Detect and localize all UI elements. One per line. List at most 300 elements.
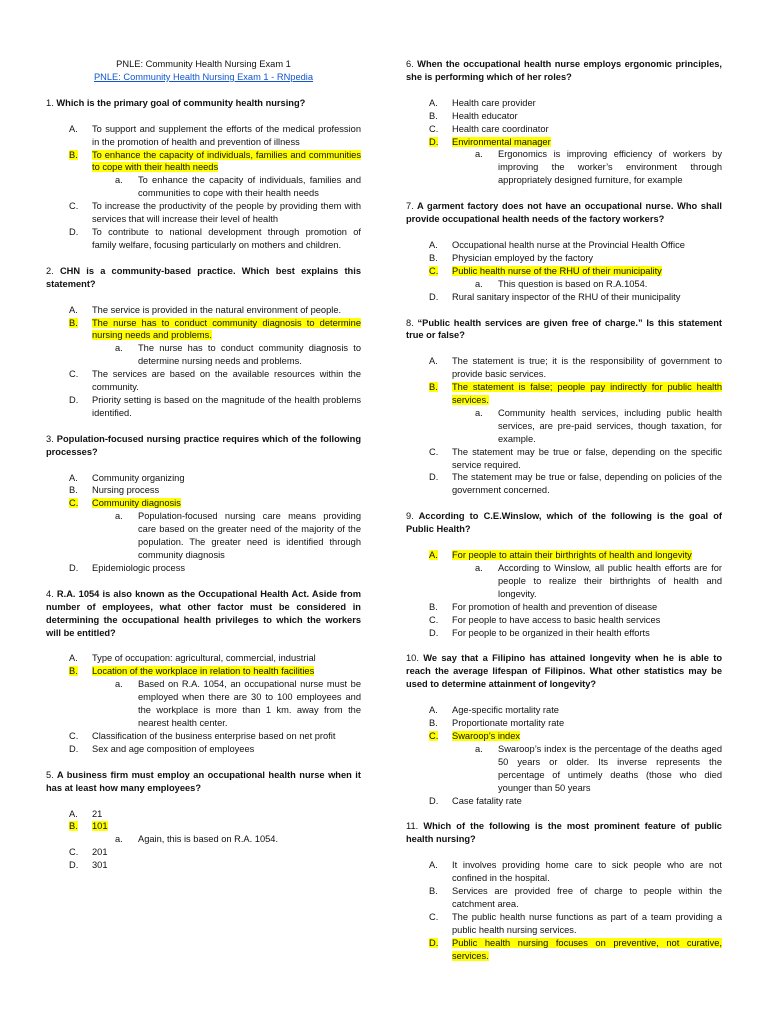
question-stem xyxy=(46,433,361,459)
question-text: R.A. 1054 is also known as the Occupational Health Act. Aside from number of employees, what other factor must be considered in determining the occupational health privileges to which the workers will be entitled? xyxy=(46,588,361,638)
answer-option xyxy=(46,484,361,497)
option-letter xyxy=(406,97,452,110)
option-letter xyxy=(46,200,92,226)
option-letter-text: B. xyxy=(429,110,438,121)
question-stem xyxy=(46,769,361,795)
option-text-value: The statement may be true or false, depending on policies of the government concerned. xyxy=(452,472,722,496)
option-letter-text: B. xyxy=(69,485,78,496)
option-letter xyxy=(46,123,92,149)
option-text-value: For people to be organized in their health efforts xyxy=(452,627,650,638)
option-letter-text: B. xyxy=(69,149,78,160)
option-letter xyxy=(406,265,452,278)
question-stem xyxy=(406,510,722,536)
option-letter-text: A. xyxy=(429,97,438,108)
option-text-value: Priority setting is based on the magnitude of the health problems identified. xyxy=(92,394,361,418)
question-stem xyxy=(46,97,361,110)
answer-rationale xyxy=(475,743,722,795)
answer-option xyxy=(46,226,361,252)
option-letter xyxy=(46,808,92,821)
option-text-value: The services are based on the available resources within the community. xyxy=(92,369,361,393)
answer-option xyxy=(46,317,361,343)
option-letter-text: D. xyxy=(429,136,439,147)
option-text xyxy=(92,394,361,420)
option-text xyxy=(452,381,722,407)
option-letter-text: C. xyxy=(429,265,439,276)
question-text: Which of the following is the most prominent feature of public health nursing? xyxy=(406,821,722,845)
rationale-letter: a. xyxy=(475,407,483,418)
option-letter xyxy=(406,795,452,808)
option-letter xyxy=(46,394,92,420)
option-text-value: The statement is true; it is the responsibility of government to provide basic services. xyxy=(452,356,722,380)
option-letter xyxy=(46,317,92,343)
question-number: 5. xyxy=(46,769,54,780)
question-number: 7. xyxy=(406,201,414,212)
source-link[interactable]: PNLE: Community Health Nursing Exam 1 - RNpedia xyxy=(93,71,314,82)
question-block xyxy=(406,200,722,303)
option-text xyxy=(452,110,722,123)
option-letter-text: D. xyxy=(429,937,439,948)
option-text-value: Services are provided free of charge to people within the catchment area. xyxy=(452,886,722,909)
option-letter xyxy=(406,614,452,627)
option-text xyxy=(92,820,361,833)
option-letter-text: D. xyxy=(429,291,439,302)
option-letter-text: B. xyxy=(429,601,438,612)
option-letter xyxy=(406,136,452,149)
option-letter xyxy=(46,304,92,317)
option-text-value: Nursing process xyxy=(92,485,160,496)
question-text: CHN is a community-based practice. Which best explains this statement? xyxy=(46,265,361,289)
question-text: A garment factory does not have an occupational nurse. Who shall provide occupational health needs of the factory workers? xyxy=(406,201,722,225)
question-block xyxy=(406,317,722,498)
option-letter xyxy=(406,730,452,743)
answer-option xyxy=(406,937,722,963)
option-text xyxy=(452,446,722,472)
option-text-value: Type of occupation: agricultural, commercial, industrial xyxy=(92,653,316,664)
question-block xyxy=(46,433,361,575)
option-text xyxy=(452,265,722,278)
option-text-value: Classification of the business enterprise based on net profit xyxy=(92,730,336,741)
option-letter xyxy=(406,446,452,472)
option-letter xyxy=(46,562,92,575)
option-letter-text: C. xyxy=(429,614,439,625)
option-letter-text: A. xyxy=(429,550,438,561)
answer-option xyxy=(406,446,722,472)
question-number: 8. xyxy=(406,317,414,328)
answer-option xyxy=(46,652,361,665)
option-letter xyxy=(406,123,452,136)
answer-rationale xyxy=(115,342,361,368)
option-letter-text: D. xyxy=(69,562,79,573)
question-number: 10. xyxy=(406,653,419,664)
option-letter-text: C. xyxy=(69,847,79,858)
question-number: 1. xyxy=(46,97,54,108)
correct-answer-text: Public health nursing focuses on preventive, not curative, services. xyxy=(452,937,722,961)
option-letter xyxy=(46,820,92,833)
option-letter xyxy=(46,497,92,510)
option-text xyxy=(452,885,722,911)
answer-option xyxy=(406,601,722,614)
rationale-letter: a. xyxy=(115,175,123,186)
correct-answer-text: The statement is false; people pay indirectly for public health services. xyxy=(452,382,722,406)
option-letter xyxy=(46,859,92,872)
answer-option xyxy=(406,885,722,911)
answer-option xyxy=(406,110,722,123)
option-text-value: 21 xyxy=(92,808,103,819)
document-title: PNLE: Community Health Nursing Exam 1 xyxy=(116,59,291,69)
option-text xyxy=(92,123,361,149)
answer-option xyxy=(46,304,361,317)
option-text-value: Health care coordinator xyxy=(452,123,549,134)
question-number: 11. xyxy=(406,821,419,832)
correct-answer-text: To enhance the capacity of individuals, families and communities to cope with their health needs xyxy=(92,149,361,173)
option-letter-text: D. xyxy=(69,394,79,405)
option-text xyxy=(92,497,361,510)
question-block xyxy=(46,769,361,872)
option-text xyxy=(92,200,361,226)
answer-option xyxy=(406,252,722,265)
correct-answer-text: Public health nurse of the RHU of their municipality xyxy=(452,265,662,276)
question-stem xyxy=(406,652,722,691)
answer-option xyxy=(46,497,361,510)
option-text xyxy=(452,355,722,381)
rationale-text: Based on R.A. 1054, an occupational nurse must be employed when there are 30 to 100 employees and the workplace is more than 1 km. away from the nearest health center. xyxy=(138,679,361,728)
answer-rationale xyxy=(475,407,722,446)
question-text: Population-focused nursing practice requires which of the following processes? xyxy=(46,433,361,457)
answer-rationale xyxy=(115,510,361,562)
option-letter-text: B. xyxy=(429,382,438,393)
answer-option xyxy=(406,717,722,730)
answer-option xyxy=(406,859,722,885)
option-letter xyxy=(46,472,92,485)
option-text-value: Proportionate mortality rate xyxy=(452,718,565,729)
option-letter-text: B. xyxy=(429,718,438,729)
rationale-text: This question is based on R.A.1054. xyxy=(498,278,648,289)
option-letter-text: C. xyxy=(69,498,79,509)
question-number: 6. xyxy=(406,59,414,69)
option-text xyxy=(452,627,722,640)
option-letter-text: A. xyxy=(429,705,438,716)
option-letter-text: A. xyxy=(69,472,78,483)
question-block xyxy=(46,588,361,756)
option-letter-text: B. xyxy=(69,317,78,328)
option-letter xyxy=(46,149,92,175)
answer-option xyxy=(46,665,361,678)
answer-rationale xyxy=(115,174,361,200)
option-letter xyxy=(406,601,452,614)
answer-option xyxy=(406,730,722,743)
option-letter-text: D. xyxy=(69,743,79,754)
question-text: Which is the primary goal of community health nursing? xyxy=(56,97,306,108)
option-text xyxy=(452,614,722,627)
option-text-value: For people to have access to basic health services xyxy=(452,614,661,625)
option-letter xyxy=(406,704,452,717)
option-letter-text: A. xyxy=(429,239,438,250)
option-letter xyxy=(46,730,92,743)
answer-option xyxy=(46,846,361,859)
answer-option xyxy=(406,123,722,136)
option-text-value: Health educator xyxy=(452,110,518,121)
question-text: According to C.E.Winslow, which of the following is the goal of Public Health? xyxy=(406,511,722,535)
left-column xyxy=(46,58,361,885)
answer-option xyxy=(46,743,361,756)
answer-option xyxy=(46,562,361,575)
right-question-list xyxy=(406,58,722,962)
option-text-value: Age-specific mortality rate xyxy=(452,705,559,716)
option-letter-text: C. xyxy=(429,730,439,741)
option-text xyxy=(92,652,361,665)
option-letter-text: B. xyxy=(429,252,438,263)
option-text-value: It involves providing home care to sick people who are not confined in the hospital. xyxy=(452,860,722,884)
option-letter-text: A. xyxy=(69,808,78,819)
option-letter xyxy=(406,471,452,497)
option-letter xyxy=(406,911,452,937)
option-text-value: To increase the productivity of the people by providing them with services that will increase their level of health xyxy=(92,201,361,225)
rationale-letter: a. xyxy=(475,743,483,754)
question-stem xyxy=(406,820,722,846)
option-text xyxy=(452,471,722,497)
answer-option xyxy=(406,471,722,497)
option-text xyxy=(92,562,361,575)
option-letter xyxy=(46,846,92,859)
option-text-value: 301 xyxy=(92,860,108,871)
answer-option xyxy=(406,239,722,252)
option-letter xyxy=(406,717,452,730)
question-stem xyxy=(406,200,722,226)
option-letter xyxy=(406,885,452,911)
option-letter-text: B. xyxy=(69,666,78,677)
option-letter xyxy=(406,239,452,252)
question-block xyxy=(406,820,722,962)
option-letter xyxy=(406,627,452,640)
answer-option xyxy=(406,704,722,717)
option-text xyxy=(452,252,722,265)
option-letter xyxy=(46,368,92,394)
rationale-letter: a. xyxy=(115,511,123,522)
rationale-text: The nurse has to conduct community diagnosis to determine nursing needs and problems. xyxy=(138,343,361,367)
question-number: 3. xyxy=(46,433,54,444)
option-text xyxy=(92,226,361,252)
option-letter xyxy=(406,110,452,123)
option-letter-text: A. xyxy=(429,356,438,367)
rationale-text: Population-focused nursing care means providing care based on the greater need of the majority of the population. The greater need is identified through community diagnosis xyxy=(138,511,361,560)
rationale-text: Swaroop’s index is the percentage of the deaths aged 50 years or older. Its inverse represents the percentage of untimely deaths (those who died younger than 50 years xyxy=(498,743,722,793)
correct-answer-text: Environmental manager xyxy=(452,136,551,147)
answer-option xyxy=(46,730,361,743)
option-text xyxy=(92,730,361,743)
document-header xyxy=(46,58,361,84)
answer-option xyxy=(46,472,361,485)
option-letter-text: D. xyxy=(69,226,79,237)
question-text: “Public health services are given free of charge.” Is this statement true or false? xyxy=(406,317,722,341)
option-letter xyxy=(406,252,452,265)
question-stem xyxy=(406,317,722,343)
option-text xyxy=(452,97,722,110)
question-stem xyxy=(406,58,722,84)
question-text: When the occupational health nurse employs ergonomic principles, she is performing which of her roles? xyxy=(406,59,722,82)
answer-option xyxy=(406,265,722,278)
option-letter-text: C. xyxy=(429,446,439,457)
option-text-value: The public health nurse functions as part of a team providing a public health nursing services. xyxy=(452,911,722,935)
option-text xyxy=(92,149,361,175)
option-text-value: Physician employed by the factory xyxy=(452,252,594,263)
option-text xyxy=(452,730,722,743)
option-text-value: To support and supplement the efforts of the medical profession in the promotion of health and prevention of illness xyxy=(92,123,361,147)
answer-option xyxy=(406,97,722,110)
option-letter xyxy=(46,226,92,252)
question-block xyxy=(406,58,722,187)
option-letter xyxy=(406,549,452,562)
option-letter xyxy=(46,665,92,678)
answer-option xyxy=(46,149,361,175)
rationale-text: To enhance the capacity of individuals, families and communities to cope with their health needs xyxy=(138,175,361,199)
answer-rationale xyxy=(475,562,722,601)
question-stem xyxy=(46,588,361,640)
option-letter-text: A. xyxy=(69,304,78,315)
answer-option xyxy=(406,136,722,149)
correct-answer-text: Location of the workplace in relation to health facilities xyxy=(92,666,315,677)
answer-option xyxy=(406,381,722,407)
answer-option xyxy=(406,795,722,808)
option-letter xyxy=(46,652,92,665)
option-text-value: The statement may be true or false, depending on the specific service required. xyxy=(452,446,722,470)
option-text xyxy=(452,601,722,614)
answer-option xyxy=(46,808,361,821)
option-text-value: To contribute to national development through promotion of family welfare, focusing particularly on mothers and children. xyxy=(92,226,361,250)
answer-option xyxy=(46,859,361,872)
option-text xyxy=(92,859,361,872)
option-text xyxy=(452,291,722,304)
option-letter-text: C. xyxy=(69,201,79,212)
option-text-value: Community organizing xyxy=(92,472,185,483)
rationale-letter: a. xyxy=(475,563,483,573)
option-text xyxy=(92,743,361,756)
rationale-letter: a. xyxy=(115,343,123,354)
correct-answer-text: 101 xyxy=(92,821,108,832)
question-text: We say that a Filipino has attained longevity when he is able to reach the average lifespan of Filipinos. What other statistics may be used to determine attainment of longevity? xyxy=(406,653,722,690)
option-text-value: Rural sanitary inspector of the RHU of their municipality xyxy=(452,291,681,302)
question-number: 4. xyxy=(46,588,54,599)
question-number: 2. xyxy=(46,265,54,276)
option-letter-text: A. xyxy=(429,860,438,871)
answer-option xyxy=(406,549,722,562)
option-letter xyxy=(406,937,452,963)
rationale-text: Community health services, including public health services, are pre-paid services, though taxation, for example. xyxy=(498,407,722,444)
option-letter-text: A. xyxy=(69,123,78,134)
option-letter xyxy=(406,381,452,407)
left-question-list xyxy=(46,97,361,872)
option-text-value: 201 xyxy=(92,847,108,858)
answer-option xyxy=(46,200,361,226)
option-text-value: The service is provided in the natural environment of people. xyxy=(92,304,342,315)
question-text: A business firm must employ an occupational health nurse when it has at least how many employees? xyxy=(46,769,361,793)
option-text xyxy=(92,808,361,821)
question-block xyxy=(406,652,722,807)
answer-option xyxy=(46,394,361,420)
option-text-value: Sex and age composition of employees xyxy=(92,743,255,754)
question-number: 9. xyxy=(406,511,414,522)
option-letter-text: A. xyxy=(69,653,78,664)
answer-rationale xyxy=(115,678,361,730)
option-letter-text: D. xyxy=(429,795,439,806)
question-block xyxy=(46,265,361,420)
option-letter xyxy=(46,484,92,497)
option-text xyxy=(92,304,361,317)
option-text xyxy=(452,717,722,730)
answer-option xyxy=(406,291,722,304)
answer-option xyxy=(46,368,361,394)
rationale-letter: a. xyxy=(475,149,483,160)
option-text-value: Epidemiologic process xyxy=(92,562,186,573)
option-text xyxy=(452,239,722,252)
option-letter-text: D. xyxy=(429,472,439,483)
option-letter-text: C. xyxy=(429,123,439,134)
answer-option xyxy=(46,820,361,833)
option-letter-text: B. xyxy=(429,886,438,897)
rationale-letter: a. xyxy=(115,679,123,690)
option-text xyxy=(92,368,361,394)
option-text xyxy=(92,665,361,678)
option-text xyxy=(92,472,361,485)
option-text xyxy=(452,795,722,808)
answer-option xyxy=(406,614,722,627)
option-letter-text: C. xyxy=(429,911,439,922)
answer-rationale xyxy=(475,278,722,291)
option-text-value: Occupational health nurse at the Provincial Health Office xyxy=(452,239,685,250)
option-letter-text: D. xyxy=(429,627,439,638)
answer-option xyxy=(46,123,361,149)
rationale-text: Ergonomics is improving efficiency of workers by improving the worker’s environment through appropriately designed furniture, for example xyxy=(498,149,722,186)
option-letter xyxy=(406,291,452,304)
option-letter xyxy=(406,355,452,381)
option-letter xyxy=(406,859,452,885)
option-text xyxy=(452,704,722,717)
option-text xyxy=(92,846,361,859)
right-column xyxy=(406,58,722,975)
option-letter xyxy=(46,743,92,756)
answer-rationale xyxy=(475,148,722,187)
option-text xyxy=(452,859,722,885)
answer-option xyxy=(406,355,722,381)
option-letter-text: C. xyxy=(69,730,79,741)
rationale-letter: a. xyxy=(115,834,123,845)
answer-rationale xyxy=(115,833,361,846)
question-block xyxy=(46,97,361,252)
question-block xyxy=(406,510,722,639)
option-text xyxy=(452,937,722,963)
correct-answer-text: For people to attain their birthrights of health and longevity xyxy=(452,550,692,561)
correct-answer-text: Community diagnosis xyxy=(92,498,181,509)
correct-answer-text: The nurse has to conduct community diagnosis to determine nursing needs and problems. xyxy=(92,317,361,341)
option-text-value: Case fatality rate xyxy=(452,795,522,806)
rationale-text: Again, this is based on R.A. 1054. xyxy=(138,834,279,845)
option-text xyxy=(452,911,722,937)
option-letter-text: D. xyxy=(69,860,79,871)
option-text xyxy=(92,317,361,343)
option-text xyxy=(452,549,722,562)
option-text xyxy=(452,136,722,149)
option-text xyxy=(452,123,722,136)
rationale-text: According to Winslow, all public health efforts are for people to realize their birthrights of health and longevity. xyxy=(498,563,722,599)
answer-option xyxy=(406,627,722,640)
option-text xyxy=(92,484,361,497)
rationale-letter: a. xyxy=(475,278,483,289)
option-text-value: For promotion of health and prevention of disease xyxy=(452,601,658,612)
answer-option xyxy=(406,911,722,937)
option-letter-text: C. xyxy=(69,369,79,380)
option-text-value: Health care provider xyxy=(452,97,536,108)
correct-answer-text: Swaroop’s index xyxy=(452,730,521,741)
option-letter-text: B. xyxy=(69,821,78,832)
